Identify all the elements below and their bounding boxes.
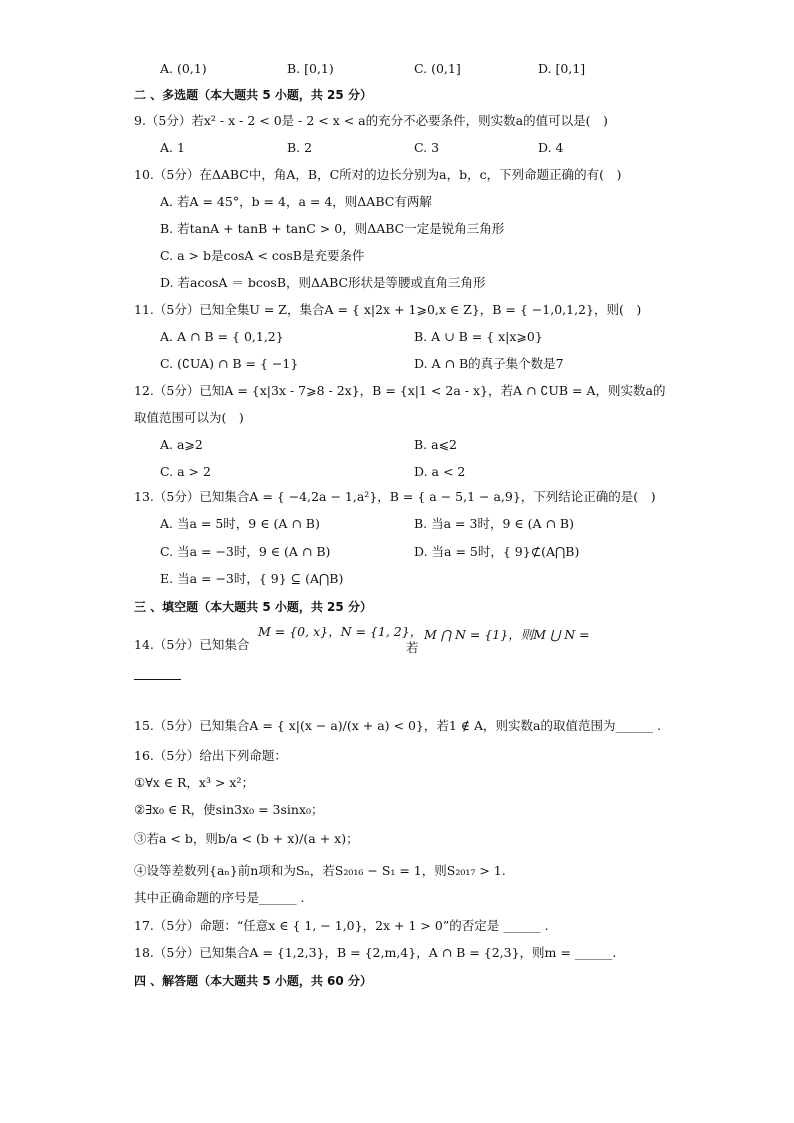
- question-14-condition: M ⋂ N = {1}，则M ⋃ N =: [424, 627, 590, 642]
- question-9-stem: 9.（5分）若x² - x - 2 < 0是 - 2 < x < a的充分不必要条件，则实数a的值可以是( ): [134, 113, 608, 128]
- question-16-conclusion: 其中正确命题的序号是______ .: [134, 890, 305, 905]
- option-d: D. [0,1]: [538, 61, 586, 76]
- q13-option-b: B. 当a = 3时，9 ∈ (A ∩ B): [414, 516, 574, 531]
- q10-option-a: A. 若A = 45°，b = 4，a = 4，则ΔABC有两解: [160, 194, 432, 209]
- question-16-stem: 16.（5分）给出下列命题：: [134, 748, 287, 763]
- section-title-fill-in: 三 、填空题（本大题共 5 小题，共 25 分）: [134, 600, 372, 614]
- q11-option-d: D. A ∩ B的真子集个数是7: [414, 356, 564, 371]
- q13-option-c: C. 当a = −3时，9 ∈ (A ∩ B): [160, 544, 331, 559]
- question-16-proposition-1: ①∀x ∈ R，x³ > x²；: [134, 775, 254, 790]
- q12-option-d: D. a < 2: [414, 464, 466, 479]
- question-11-stem: 11.（5分）已知全集U = Z，集合A = { x|2x + 1⩾0,x ∈ Z}，B = { −1,0,1,2}，则( ): [134, 302, 642, 317]
- q13-option-d: D. 当a = 5时，{ 9}⊄(A⋂B): [414, 544, 580, 559]
- q9-option-a: A. 1: [160, 140, 185, 155]
- question-10-stem: 10.（5分）在ΔABC中，角A，B，C所对的边长分别为a，b，c，下列命题正确的有( ): [134, 167, 622, 182]
- q13-option-a: A. 当a = 5时，9 ∈ (A ∩ B): [160, 516, 320, 531]
- question-18-stem: 18.（5分）已知集合A = {1,2,3}，B = {2,m,4}，A ∩ B = {2,3}，则m = ______.: [134, 945, 617, 960]
- q9-option-b: B. 2: [287, 140, 313, 155]
- question-16-proposition-4: ④设等差数列{aₙ}前n项和为Sₙ，若S₂₀₁₆ − S₁ = 1，则S₂₀₁₇ > 1.: [134, 863, 506, 878]
- question-12-stem-continued: 取值范围可以为( ): [134, 410, 244, 425]
- q12-option-c: C. a > 2: [160, 464, 211, 479]
- question-13-stem: 13.（5分）已知集合A = { −4,2a − 1,a²}，B = { a − 5,1 − a,9}，下列结论正确的是( ): [134, 489, 656, 504]
- q11-option-a: A. A ∩ B = { 0,1,2}: [160, 329, 284, 344]
- option-a: A. (0,1): [160, 61, 207, 76]
- q12-option-a: A. a⩾2: [160, 437, 203, 452]
- q12-option-b: B. a⩽2: [414, 437, 458, 452]
- question-15-stem: 15.（5分）已知集合A = { x|(x − a)/(x + a) < 0}，若1 ∉ A，则实数a的取值范围为______ .: [134, 718, 661, 733]
- q10-option-c: C. a > b是cosA < cosB是充要条件: [160, 248, 365, 263]
- question-14-answer-blank[interactable]: [134, 679, 181, 680]
- question-14-stem: 14.（5分）已知集合: [134, 637, 250, 652]
- question-14-sets: M = {0, x}，N = {1, 2}，: [258, 624, 423, 639]
- q10-option-b: B. 若tanA + tanB + tanC > 0，则ΔABC一定是锐角三角形: [160, 221, 505, 236]
- q11-option-b: B. A ∪ B = { x|x⩾0}: [414, 329, 543, 344]
- question-16-proposition-2: ②∃x₀ ∈ R，使sin3x₀ = 3sinx₀；: [134, 802, 324, 817]
- question-16-proposition-3: ③若a < b，则b/a < (b + x)/(a + x)；: [134, 831, 359, 846]
- q10-option-d: D. 若acosA ＝ bcosB，则ΔABC形状是等腰或直角三角形: [160, 275, 486, 290]
- section-title-answer-questions: 四 、解答题（本大题共 5 小题，共 60 分）: [134, 974, 372, 988]
- q9-option-c: C. 3: [414, 140, 440, 155]
- question-12-stem: 12.（5分）已知A = {x|3x - 7⩾8 - 2x}，B = {x|1 < 2a - x}，若A ∩ ∁UB = A，则实数a的: [134, 383, 666, 398]
- q13-option-e: E. 当a = −3时，{ 9} ⊆ (A⋂B): [160, 571, 344, 586]
- question-14-if: 若: [406, 640, 419, 655]
- q9-option-d: D. 4: [538, 140, 564, 155]
- q11-option-c: C. (∁UA) ∩ B = { −1}: [160, 356, 299, 371]
- section-title-multiple-choice: 二 、多选题（本大题共 5 小题，共 25 分）: [134, 88, 372, 102]
- option-b: B. [0,1): [287, 61, 334, 76]
- question-17-stem: 17.（5分）命题：“任意x ∈ { 1, − 1,0}，2x + 1 > 0”的否定是 ______ .: [134, 918, 549, 933]
- option-c: C. (0,1]: [414, 61, 461, 76]
